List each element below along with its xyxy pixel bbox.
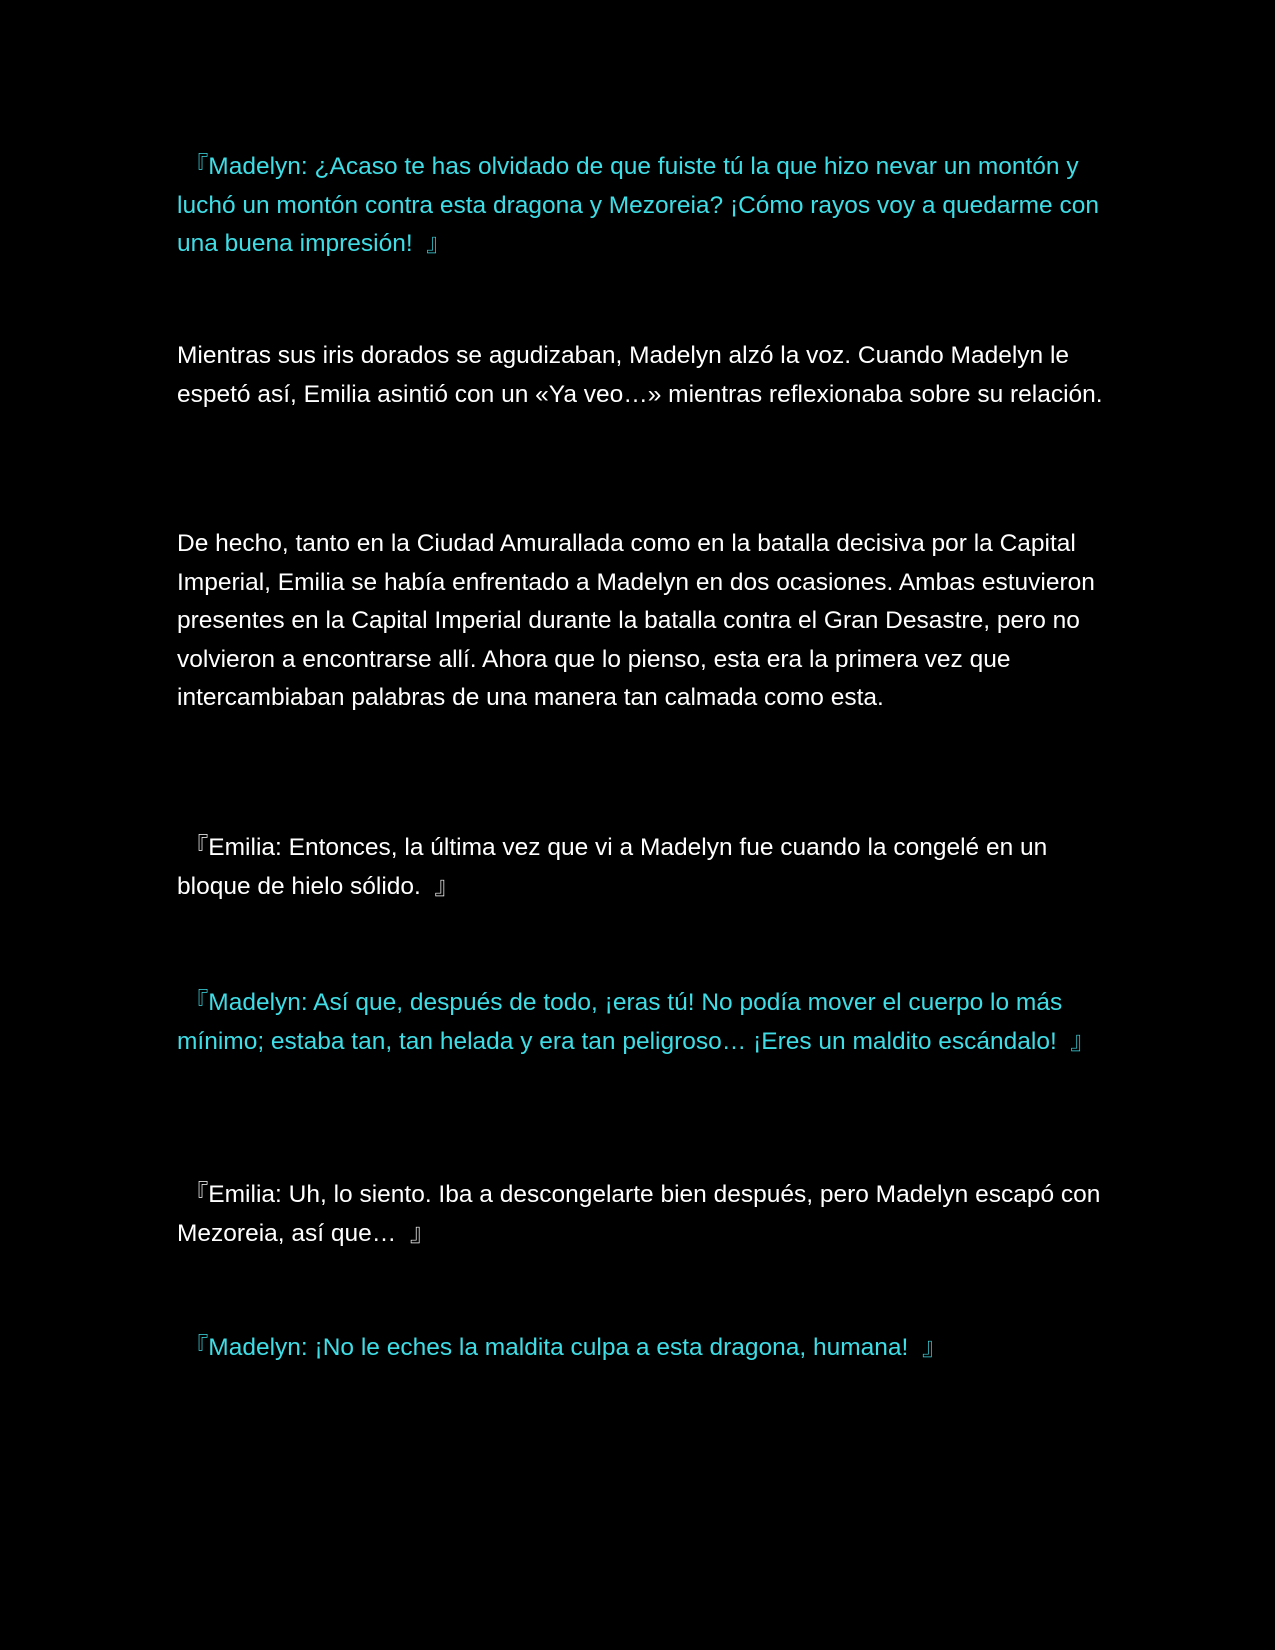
dialogue-madelyn-3: 『Madelyn: ¡No le eches la maldita culpa a esta dragona, humana! 』 xyxy=(177,1334,947,1361)
dialogue-emilia-1: 『Emilia: Entonces, la última vez que vi a Madelyn fue cuando la congelé en un bloque de hielo sólido. 』 xyxy=(177,834,1055,900)
dialogue-madelyn-2: 『Madelyn: Así que, después de todo, ¡eras tú! No podía mover el cuerpo lo más mínimo; estaba tan, tan helada y era tan peligroso… ¡Eres un maldito escándalo! 』 xyxy=(177,989,1095,1055)
narration-paragraph-2: De hecho, tanto en la Ciudad Amurallada como en la batalla decisiva por la Capital Imperial, Emilia se había enfrentado a Madelyn en dos ocasiones. Ambas estuvieron presentes en la Capital Imperial durante la batalla contra el Gran Desastre, pero no volvieron a encontrarse allí. Ahora que lo pienso, esta era la primera vez que intercambiaban palabras de una manera tan calmada como esta. xyxy=(177,530,1102,711)
dialogue-emilia-2: 『Emilia: Uh, lo siento. Iba a descongelarte bien después, pero Madelyn escapó con Mezoreia, así que… 』 xyxy=(177,1181,1108,1247)
narration-paragraph-1: Mientras sus iris dorados se agudizaban, Madelyn alzó la voz. Cuando Madelyn le espetó así, Emilia asintió con un «Ya veo…» mientras reflexionaba sobre su relación. xyxy=(177,342,1103,408)
dialogue-madelyn-1: 『Madelyn: ¿Acaso te has olvidado de que fuiste tú la que hizo nevar un montón y luchó un montón contra esta dragona y Mezoreia? ¡Cómo rayos voy a quedarme con una buena impresión! 』 xyxy=(177,153,1106,257)
